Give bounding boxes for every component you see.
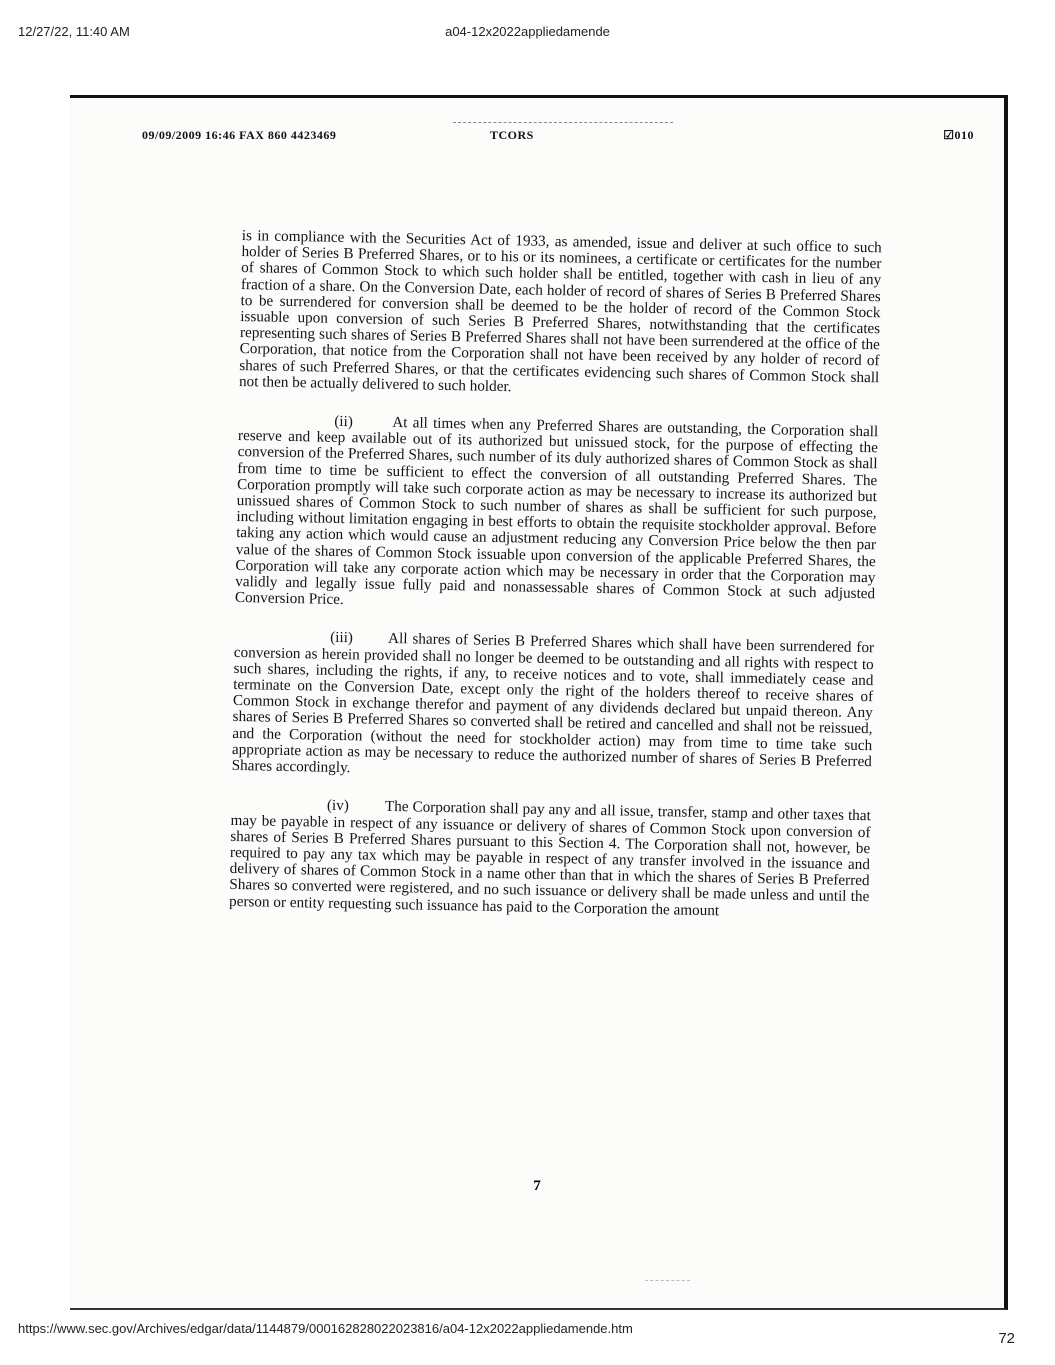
paragraph xyxy=(239,228,882,402)
paragraph xyxy=(229,796,871,922)
paragraph xyxy=(232,628,875,786)
print-datetime: 12/27/22, 11:40 AM xyxy=(18,24,130,39)
print-page-number: 72 xyxy=(998,1330,1015,1347)
scanned-page xyxy=(70,95,1008,1310)
document-body xyxy=(228,228,881,944)
paragraph-text: All shares of Series B Preferred Shares which shall have been surrendered for conversion as herein provided shall no longer be deemed to be outstanding and all rights with respect to such shares, including the rights, if any, to receive notices and to vote, shall immediately cease and terminate on the Conversion Date, except only the right of the holders thereof to receive shares of Common Stock in exchange therefor and payment of any dividends declared but unpaid thereon. Any shares of Series B Preferred Shares so converted shall be retired and cancelled and shall not be reissued, and the Corporation (without the need for stockholder action) may from time to time take such appropriate action as may be necessary to reduce the authorized number of shares of Series B Preferred Shares accordingly. xyxy=(231,630,875,777)
fax-timestamp: 09/09/2009 16:46 FAX 860 4423469 xyxy=(142,128,337,142)
print-document-title: a04-12x2022appliedamende xyxy=(445,24,610,39)
paragraph-label: (iv) xyxy=(326,797,350,815)
scan-artifact-rule xyxy=(453,122,673,123)
fax-sender-id: TCORS xyxy=(490,128,534,142)
source-url[interactable]: https://www.sec.gov/Archives/edgar/data/1144879/000162828022023816/a04-12x2022appliedamende.htm xyxy=(18,1321,633,1336)
paragraph-label: (iii) xyxy=(329,629,354,647)
paragraph xyxy=(235,412,879,619)
paragraph-label: (ii) xyxy=(334,412,354,431)
fax-page-counter: ☑010 xyxy=(943,128,974,142)
paragraph-text: The Corporation shall pay any and all issue, transfer, stamp and other taxes that may be payable in respect of any issuance or delivery of shares of Common Stock upon conversion of shares of Series B Preferred Shares pursuant to this Section 4. The Corporation shall not, however, be required to pay any tax which may be payable in respect of any transfer involved in the issuance and delivery of shares of Common Stock in a name other than that in which the shares of Series B Preferred Shares so converted were registered, and no such issuance or delivery shall be made unless and until the person or entity requesting such issuance has paid to the Corporation the amount xyxy=(228,798,871,919)
paragraph-text: At all times when any Preferred Shares are outstanding, the Corporation shall reserve and keep available out of its authorized but unissued stock, for the purpose of effecting the conversion of the Preferred Shares, such number of its duly authorized shares of Common Stock as shall from time to time be sufficient to effect the conversion of all outstanding Preferred Shares. The Corporation promptly will take such corporate action as may be necessary to increase its authorized but unissued shares of Common Stock to such number of shares as shall be sufficient for such purpose, including without limitation engaging in best efforts to obtain the requisite stockholder approval. Before taking any action which would cause an adjustment reducing any Conversion Price below the then par value of the shares of Common Stock issuable upon conversion of the applicable Preferred Shares, the Corporation will take any corporate action which may be necessary in order that the Corporation may validly and legally issue fully paid and nonassessable shares of Common Stock at such adjusted Conversion Price. xyxy=(234,413,879,609)
fax-header xyxy=(70,128,1004,146)
page-number: 7 xyxy=(533,1178,541,1194)
scan-artifact-mark xyxy=(645,1280,690,1281)
paragraph-text: is in compliance with the Securities Act of 1933, as amended, issue and deliver at such office to such holder of Series B Preferred Shares, or to his or its nominees, a certificate or certificates for the number of shares of Common Stock to which such holder shall be entitled, together with cash in lieu of any fraction of a share. On the Conversion Date, each holder of record of shares of Series B Preferred Shares to be surrendered for conversion shall be deemed to be the holder of record of the Common Stock issuable upon conversion of such Series B Preferred Shares, notwithstanding that the certificates representing such shares of Series B Preferred Shares shall not have been surrendered at the office of the Corporation, that notice from the Corporation shall not have been received by any holder of record of shares of such Preferred Shares, or that the certificates evidencing such shares of Common Stock shall not then be actually delivered to such holder. xyxy=(238,227,882,396)
